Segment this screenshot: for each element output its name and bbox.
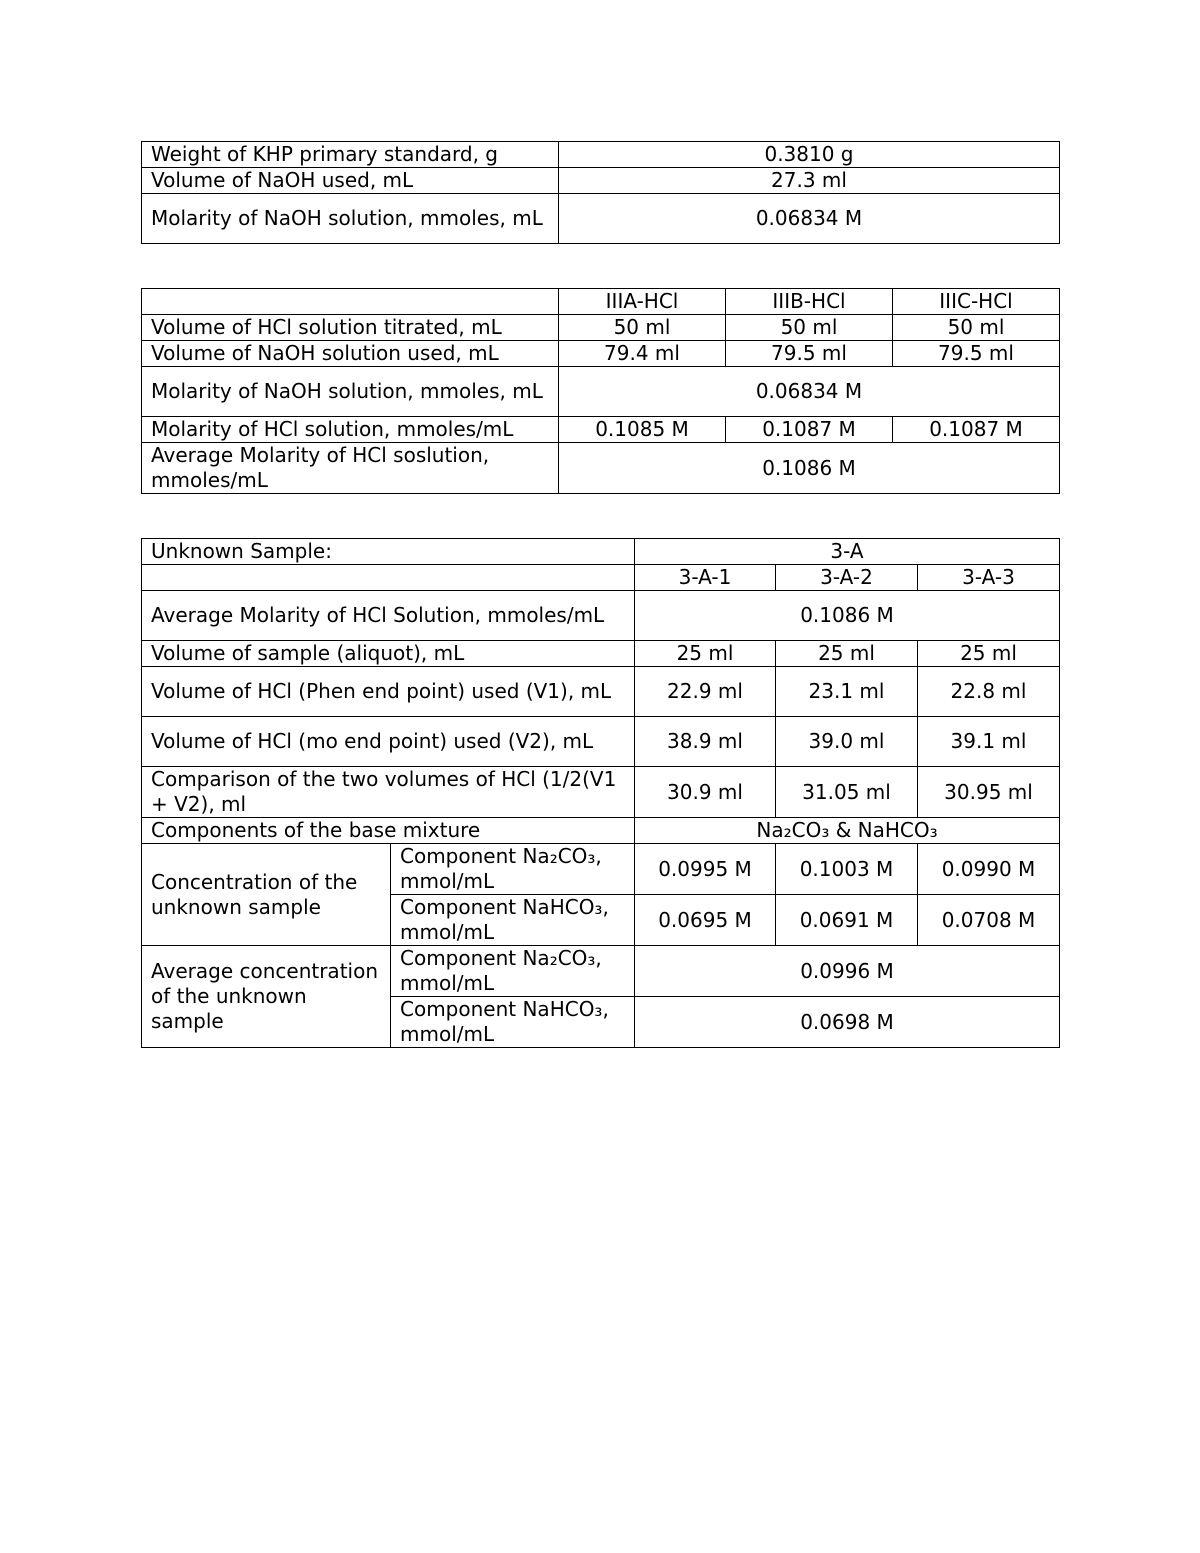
header-row (142, 539, 1060, 565)
row-label: Weight of KHP primary standard, g (142, 142, 559, 168)
table-cell: 39.0 ml (776, 717, 918, 767)
table-row (142, 946, 1060, 997)
table-cell: 0.1087 M (893, 417, 1060, 443)
row-label: Molarity of NaOH solution, mmoles, mL (142, 194, 559, 244)
hcl-standardization-table (141, 288, 1060, 494)
naoh-molarity-value: 0.06834 M (559, 194, 1060, 244)
naoh-volume-value: 27.3 ml (559, 168, 1060, 194)
table-cell: 25 ml (776, 641, 918, 667)
row-label: Component NaHCO₃, mmol/mL (391, 895, 635, 946)
table-row (142, 417, 1060, 443)
khp-weight-value: 0.3810 g (559, 142, 1060, 168)
table-row (142, 844, 1060, 895)
merged-cell: 0.0996 M (635, 946, 1060, 997)
table-cell: 25 ml (918, 641, 1060, 667)
table-cell: 22.8 ml (918, 667, 1060, 717)
unknown-sample-table (141, 538, 1060, 1048)
table-row (142, 767, 1060, 818)
table-cell: 0.1087 M (726, 417, 893, 443)
column-header: IIIC-HCl (893, 289, 1060, 315)
table-row (142, 443, 1060, 494)
table-row (142, 641, 1060, 667)
merged-cell: 0.1086 M (559, 443, 1060, 494)
merged-cell: 0.0698 M (635, 997, 1060, 1048)
table-row (142, 194, 1060, 244)
table-cell: 50 ml (726, 315, 893, 341)
table-row (142, 142, 1060, 168)
table-cell: 23.1 ml (776, 667, 918, 717)
row-label: Component NaHCO₃, mmol/mL (391, 997, 635, 1048)
group-label: Average concentration of the unknown sample (142, 946, 391, 1048)
table-row (142, 315, 1060, 341)
header-row (142, 289, 1060, 315)
row-label: Molarity of HCl solution, mmoles/mL (142, 417, 559, 443)
merged-cell: Na₂CO₃ & NaHCO₃ (635, 818, 1060, 844)
row-label: Volume of HCl (mo end point) used (V2), mL (142, 717, 635, 767)
table-row (142, 818, 1060, 844)
table-cell: 0.0995 M (635, 844, 776, 895)
row-label: Volume of NaOH used, mL (142, 168, 559, 194)
sample-id: 3-A (635, 539, 1060, 565)
table-row (142, 591, 1060, 641)
table-row (142, 367, 1060, 417)
table-cell: 0.0691 M (776, 895, 918, 946)
row-label: Average Molarity of HCl soslution, mmoles/mL (142, 443, 559, 494)
table-cell: 0.0708 M (918, 895, 1060, 946)
row-label: Volume of sample (aliquot), mL (142, 641, 635, 667)
table-cell: 31.05 ml (776, 767, 918, 818)
empty-header-cell (142, 565, 635, 591)
table-cell: 79.5 ml (726, 341, 893, 367)
column-header: 3-A-3 (918, 565, 1060, 591)
table-cell: 0.1003 M (776, 844, 918, 895)
khp-standardization-table (141, 141, 1060, 244)
row-label: Volume of NaOH solution used, mL (142, 341, 559, 367)
table-cell: 22.9 ml (635, 667, 776, 717)
table-cell: 79.5 ml (893, 341, 1060, 367)
row-label: Volume of HCl solution titrated, mL (142, 315, 559, 341)
column-header: IIIB-HCl (726, 289, 893, 315)
row-label: Component Na₂CO₃, mmol/mL (391, 946, 635, 997)
group-label: Concentration of the unknown sample (142, 844, 391, 946)
empty-header-cell (142, 289, 559, 315)
table-row (142, 667, 1060, 717)
table-cell: 25 ml (635, 641, 776, 667)
table-cell: 39.1 ml (918, 717, 1060, 767)
table-cell: 79.4 ml (559, 341, 726, 367)
table-cell: 0.1085 M (559, 417, 726, 443)
column-header: 3-A-1 (635, 565, 776, 591)
table-cell: 0.0695 M (635, 895, 776, 946)
row-label: Comparison of the two volumes of HCl (1/2(V1 + V2), ml (142, 767, 635, 818)
table-cell: 0.0990 M (918, 844, 1060, 895)
table-row (142, 717, 1060, 767)
header-row (142, 565, 1060, 591)
table-cell: 50 ml (559, 315, 726, 341)
table-cell: 30.9 ml (635, 767, 776, 818)
column-header: 3-A-2 (776, 565, 918, 591)
row-label: Molarity of NaOH solution, mmoles, mL (142, 367, 559, 417)
merged-cell: 0.1086 M (635, 591, 1060, 641)
table-cell: 30.95 ml (918, 767, 1060, 818)
row-label: Volume of HCl (Phen end point) used (V1), mL (142, 667, 635, 717)
row-label: Component Na₂CO₃, mmol/mL (391, 844, 635, 895)
row-label: Components of the base mixture (142, 818, 635, 844)
table-cell: 38.9 ml (635, 717, 776, 767)
table-row (142, 341, 1060, 367)
row-label: Average Molarity of HCl Solution, mmoles/mL (142, 591, 635, 641)
table-row (142, 168, 1060, 194)
merged-cell: 0.06834 M (559, 367, 1060, 417)
column-header: IIIA-HCl (559, 289, 726, 315)
table-cell: 50 ml (893, 315, 1060, 341)
sample-label: Unknown Sample: (142, 539, 635, 565)
